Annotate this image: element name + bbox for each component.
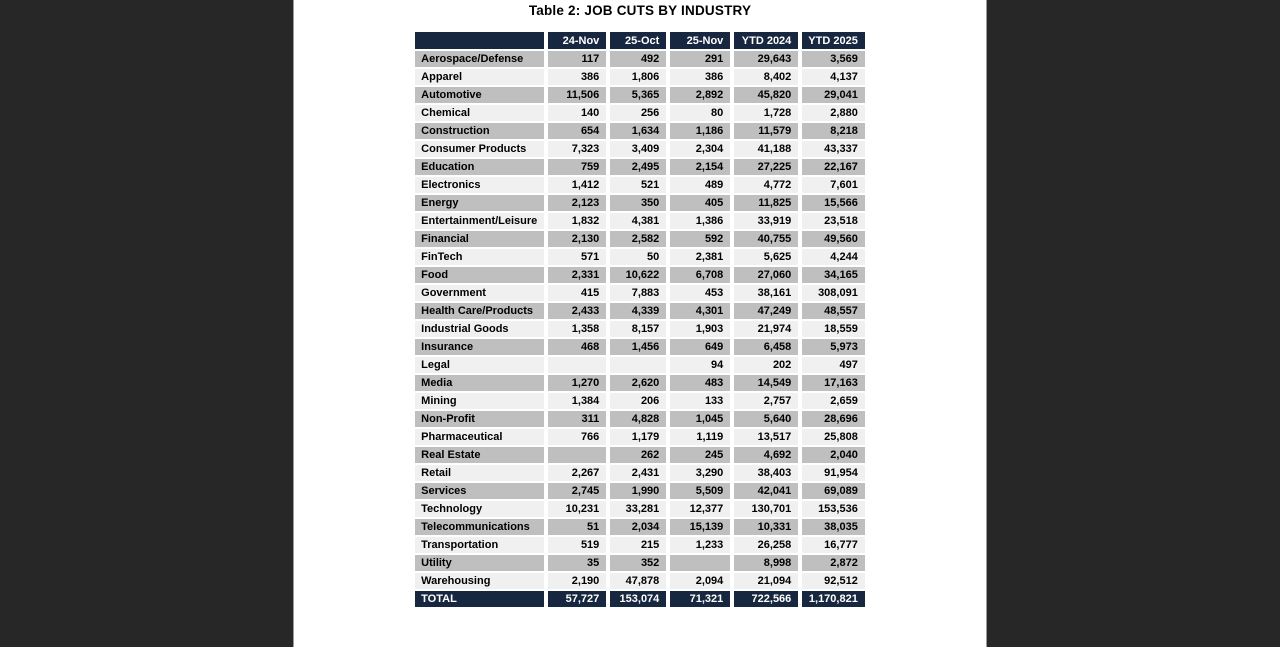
value-cell: 3,409 [610, 141, 666, 157]
table-row [415, 105, 865, 121]
table-row [415, 537, 865, 553]
value-cell: 1,119 [670, 429, 730, 445]
row-label-cell: Automotive [415, 87, 544, 103]
value-cell: 453 [670, 285, 730, 301]
value-cell: 521 [610, 177, 666, 193]
value-cell: 489 [670, 177, 730, 193]
value-cell: 1,903 [670, 321, 730, 337]
value-cell: 43,337 [802, 141, 865, 157]
value-cell: 308,091 [802, 285, 865, 301]
value-cell: 468 [548, 339, 606, 355]
value-cell: 311 [548, 411, 606, 427]
document-page [293, 0, 987, 647]
table-row [415, 213, 865, 229]
value-cell: 80 [670, 105, 730, 121]
value-cell: 1,728 [734, 105, 798, 121]
value-cell: 7,883 [610, 285, 666, 301]
value-cell: 25,808 [802, 429, 865, 445]
table-row [415, 231, 865, 247]
value-cell: 10,331 [734, 519, 798, 535]
value-cell: 2,757 [734, 393, 798, 409]
value-cell: 2,872 [802, 555, 865, 571]
value-cell: 4,772 [734, 177, 798, 193]
table-row [415, 249, 865, 265]
value-cell: 2,094 [670, 573, 730, 589]
row-label-cell: Technology [415, 501, 544, 517]
row-label-cell: Services [415, 483, 544, 499]
value-cell: 71,321 [670, 591, 730, 607]
value-cell: 10,622 [610, 267, 666, 283]
value-cell: 41,188 [734, 141, 798, 157]
value-cell: 4,692 [734, 447, 798, 463]
value-cell: 5,625 [734, 249, 798, 265]
row-label-cell: Non-Profit [415, 411, 544, 427]
value-cell: 1,386 [670, 213, 730, 229]
value-cell: 10,231 [548, 501, 606, 517]
row-label-cell: Education [415, 159, 544, 175]
value-cell: 69,089 [802, 483, 865, 499]
header-cell: 24-Nov [548, 32, 606, 49]
row-label-cell: Retail [415, 465, 544, 481]
value-cell: 11,825 [734, 195, 798, 211]
row-label-cell: TOTAL [415, 591, 544, 607]
value-cell: 33,281 [610, 501, 666, 517]
value-cell: 7,601 [802, 177, 865, 193]
row-label-cell: Industrial Goods [415, 321, 544, 337]
value-cell: 1,384 [548, 393, 606, 409]
value-cell: 2,880 [802, 105, 865, 121]
value-cell: 13,517 [734, 429, 798, 445]
value-cell: 1,179 [610, 429, 666, 445]
value-cell: 350 [610, 195, 666, 211]
value-cell: 2,381 [670, 249, 730, 265]
table-row [415, 267, 865, 283]
header-cell: 25-Nov [670, 32, 730, 49]
table-header-row [415, 32, 865, 49]
value-cell: 5,973 [802, 339, 865, 355]
value-cell: 34,165 [802, 267, 865, 283]
value-cell: 15,139 [670, 519, 730, 535]
value-cell: 33,919 [734, 213, 798, 229]
header-cell: YTD 2025 [802, 32, 865, 49]
value-cell: 18,559 [802, 321, 865, 337]
table-row [415, 321, 865, 337]
table-row [415, 285, 865, 301]
value-cell: 130,701 [734, 501, 798, 517]
value-cell: 262 [610, 447, 666, 463]
value-cell: 2,745 [548, 483, 606, 499]
value-cell: 50 [610, 249, 666, 265]
row-label-cell: Legal [415, 357, 544, 373]
value-cell: 22,167 [802, 159, 865, 175]
value-cell: 245 [670, 447, 730, 463]
row-label-cell: Apparel [415, 69, 544, 85]
value-cell: 483 [670, 375, 730, 391]
table-row [415, 87, 865, 103]
row-label-cell: Utility [415, 555, 544, 571]
value-cell: 215 [610, 537, 666, 553]
table-row [415, 465, 865, 481]
value-cell: 1,412 [548, 177, 606, 193]
table-row [415, 141, 865, 157]
value-cell: 1,634 [610, 123, 666, 139]
value-cell: 133 [670, 393, 730, 409]
value-cell: 140 [548, 105, 606, 121]
value-cell: 29,643 [734, 51, 798, 67]
value-cell: 94 [670, 357, 730, 373]
value-cell: 1,456 [610, 339, 666, 355]
value-cell: 5,640 [734, 411, 798, 427]
value-cell: 27,225 [734, 159, 798, 175]
row-label-cell: Energy [415, 195, 544, 211]
row-label-cell: Financial [415, 231, 544, 247]
value-cell: 29,041 [802, 87, 865, 103]
table-row [415, 69, 865, 85]
value-cell: 4,828 [610, 411, 666, 427]
row-label-cell: Entertainment/Leisure [415, 213, 544, 229]
value-cell: 497 [802, 357, 865, 373]
value-cell: 2,433 [548, 303, 606, 319]
value-cell: 1,806 [610, 69, 666, 85]
value-cell: 8,218 [802, 123, 865, 139]
header-cell: YTD 2024 [734, 32, 798, 49]
value-cell: 4,381 [610, 213, 666, 229]
value-cell: 38,035 [802, 519, 865, 535]
table-row [415, 195, 865, 211]
row-label-cell: Construction [415, 123, 544, 139]
value-cell: 4,137 [802, 69, 865, 85]
value-cell: 153,536 [802, 501, 865, 517]
value-cell: 38,403 [734, 465, 798, 481]
value-cell: 1,358 [548, 321, 606, 337]
value-cell: 386 [548, 69, 606, 85]
value-cell: 5,509 [670, 483, 730, 499]
value-cell: 47,878 [610, 573, 666, 589]
value-cell: 15,566 [802, 195, 865, 211]
table-row [415, 447, 865, 463]
row-label-cell: Aerospace/Defense [415, 51, 544, 67]
value-cell: 47,249 [734, 303, 798, 319]
value-cell: 3,290 [670, 465, 730, 481]
value-cell: 2,620 [610, 375, 666, 391]
value-cell: 492 [610, 51, 666, 67]
value-cell: 352 [610, 555, 666, 571]
value-cell: 5,365 [610, 87, 666, 103]
row-label-cell: FinTech [415, 249, 544, 265]
value-cell: 92,512 [802, 573, 865, 589]
value-cell: 291 [670, 51, 730, 67]
value-cell: 2,659 [802, 393, 865, 409]
table-row [415, 573, 865, 589]
value-cell: 2,331 [548, 267, 606, 283]
value-cell: 48,557 [802, 303, 865, 319]
value-cell: 1,832 [548, 213, 606, 229]
value-cell: 8,157 [610, 321, 666, 337]
value-cell: 1,270 [548, 375, 606, 391]
table-row [415, 375, 865, 391]
value-cell: 8,402 [734, 69, 798, 85]
value-cell: 91,954 [802, 465, 865, 481]
value-cell: 2,034 [610, 519, 666, 535]
value-cell: 42,041 [734, 483, 798, 499]
table-title: Table 2: JOB CUTS BY INDUSTRY [528, 3, 752, 18]
value-cell: 57,727 [548, 591, 606, 607]
value-cell: 51 [548, 519, 606, 535]
value-cell: 2,123 [548, 195, 606, 211]
value-cell [548, 447, 606, 463]
value-cell: 4,244 [802, 249, 865, 265]
value-cell: 38,161 [734, 285, 798, 301]
header-cell [415, 32, 544, 49]
value-cell: 4,301 [670, 303, 730, 319]
value-cell: 1,186 [670, 123, 730, 139]
value-cell [548, 357, 606, 373]
value-cell: 2,267 [548, 465, 606, 481]
row-label-cell: Mining [415, 393, 544, 409]
value-cell: 12,377 [670, 501, 730, 517]
value-cell: 1,170,821 [802, 591, 865, 607]
row-label-cell: Consumer Products [415, 141, 544, 157]
row-label-cell: Insurance [415, 339, 544, 355]
value-cell: 6,708 [670, 267, 730, 283]
value-cell: 153,074 [610, 591, 666, 607]
value-cell: 27,060 [734, 267, 798, 283]
value-cell: 23,518 [802, 213, 865, 229]
table-row [415, 501, 865, 517]
row-label-cell: Transportation [415, 537, 544, 553]
value-cell: 386 [670, 69, 730, 85]
row-label-cell: Government [415, 285, 544, 301]
value-cell: 1,990 [610, 483, 666, 499]
value-cell: 519 [548, 537, 606, 553]
value-cell: 26,258 [734, 537, 798, 553]
value-cell: 21,974 [734, 321, 798, 337]
value-cell: 2,892 [670, 87, 730, 103]
value-cell: 1,045 [670, 411, 730, 427]
value-cell: 14,549 [734, 375, 798, 391]
value-cell: 2,304 [670, 141, 730, 157]
value-cell: 40,755 [734, 231, 798, 247]
value-cell [670, 555, 730, 571]
row-label-cell: Pharmaceutical [415, 429, 544, 445]
value-cell: 49,560 [802, 231, 865, 247]
value-cell: 35 [548, 555, 606, 571]
table-row [415, 123, 865, 139]
row-label-cell: Warehousing [415, 573, 544, 589]
value-cell: 722,566 [734, 591, 798, 607]
value-cell: 16,777 [802, 537, 865, 553]
value-cell: 759 [548, 159, 606, 175]
value-cell [610, 357, 666, 373]
value-cell: 117 [548, 51, 606, 67]
value-cell: 2,130 [548, 231, 606, 247]
value-cell: 2,582 [610, 231, 666, 247]
value-cell: 2,154 [670, 159, 730, 175]
table-total-row [415, 591, 865, 607]
table-row [415, 393, 865, 409]
value-cell: 6,458 [734, 339, 798, 355]
table-row [415, 429, 865, 445]
row-label-cell: Chemical [415, 105, 544, 121]
table-row [415, 519, 865, 535]
table-body [415, 51, 865, 607]
value-cell: 256 [610, 105, 666, 121]
row-label-cell: Telecommunications [415, 519, 544, 535]
value-cell: 11,579 [734, 123, 798, 139]
value-cell: 766 [548, 429, 606, 445]
value-cell: 405 [670, 195, 730, 211]
job-cuts-table [411, 30, 869, 609]
value-cell: 571 [548, 249, 606, 265]
value-cell: 21,094 [734, 573, 798, 589]
value-cell: 2,495 [610, 159, 666, 175]
table-row [415, 159, 865, 175]
row-label-cell: Electronics [415, 177, 544, 193]
table-row [415, 51, 865, 67]
value-cell: 8,998 [734, 555, 798, 571]
value-cell: 202 [734, 357, 798, 373]
value-cell: 11,506 [548, 87, 606, 103]
table-row [415, 555, 865, 571]
value-cell: 7,323 [548, 141, 606, 157]
value-cell: 2,040 [802, 447, 865, 463]
value-cell: 654 [548, 123, 606, 139]
table-row [415, 339, 865, 355]
value-cell: 28,696 [802, 411, 865, 427]
table-row [415, 411, 865, 427]
table-row [415, 483, 865, 499]
row-label-cell: Real Estate [415, 447, 544, 463]
value-cell: 17,163 [802, 375, 865, 391]
table-row [415, 177, 865, 193]
row-label-cell: Media [415, 375, 544, 391]
value-cell: 206 [610, 393, 666, 409]
row-label-cell: Food [415, 267, 544, 283]
table-row [415, 303, 865, 319]
value-cell: 2,431 [610, 465, 666, 481]
value-cell: 2,190 [548, 573, 606, 589]
table-row [415, 357, 865, 373]
value-cell: 415 [548, 285, 606, 301]
value-cell: 592 [670, 231, 730, 247]
value-cell: 4,339 [610, 303, 666, 319]
header-cell: 25-Oct [610, 32, 666, 49]
value-cell: 1,233 [670, 537, 730, 553]
value-cell: 649 [670, 339, 730, 355]
value-cell: 45,820 [734, 87, 798, 103]
row-label-cell: Health Care/Products [415, 303, 544, 319]
value-cell: 3,569 [802, 51, 865, 67]
